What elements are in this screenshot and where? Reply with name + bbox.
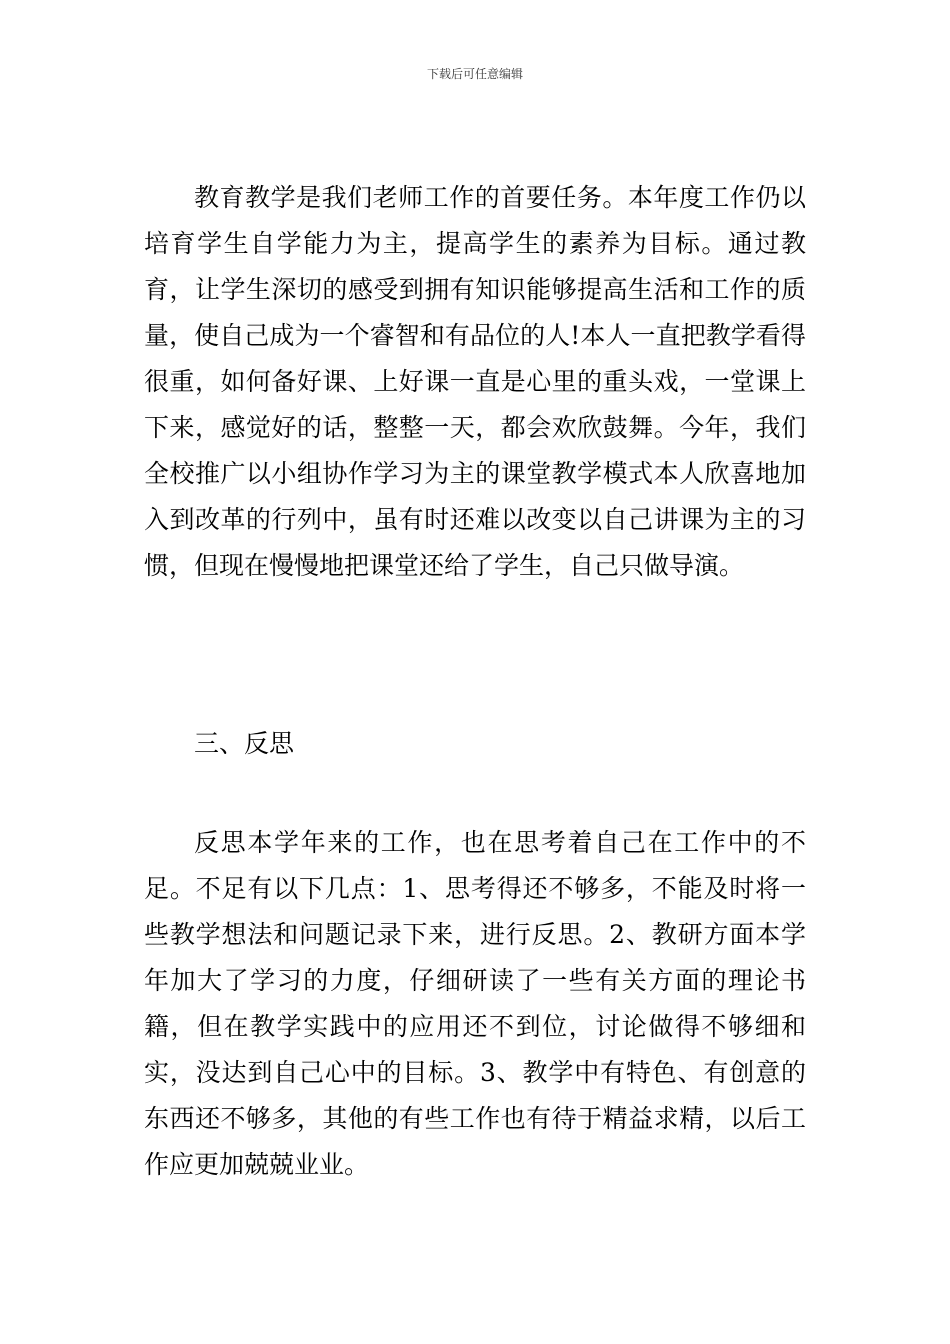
paragraph-teaching: 教育教学是我们老师工作的首要任务。本年度工作仍以培育学生自学能力为主，提高学生的素养为目标。通过教育，让学生深切的感受到拥有知识能够提高生活和工作的质量，使自己成为一个睿智和有品位的人!本人一直把教学看得很重，如何备好课、上好课一直是心里的重头戏，一堂课上下来，感觉好的话，整整一天，都会欢欣鼓舞。今年，我们全校推广以小组协作学习为主的课堂教学模式本人欣喜地加入到改革的行列中，虽有时还难以改变以自己讲课为主的习惯，但现在慢慢地把课堂还给了学生，自己只做导演。	[144, 183, 806, 580]
paragraph-reflection: 反思本学年来的工作，也在思考着自己在工作中的不足。不足有以下几点：1、思考得还不够多，不能及时将一些教学想法和问题记录下来，进行反思。2、教研方面本学年加大了学习的力度，仔细研读了一些有关方面的理论书籍，但在教学实践中的应用还不到位，讨论做得不够细和实，没达到自己心中的目标。3、教学中有特色、有创意的东西还不够多，其他的有些工作也有待于精益求精，以后工作应更加兢兢业业。	[144, 828, 806, 1179]
section-heading-reflection: 三、反思	[194, 729, 295, 758]
page-header: 下载后可任意编辑	[426, 67, 523, 81]
